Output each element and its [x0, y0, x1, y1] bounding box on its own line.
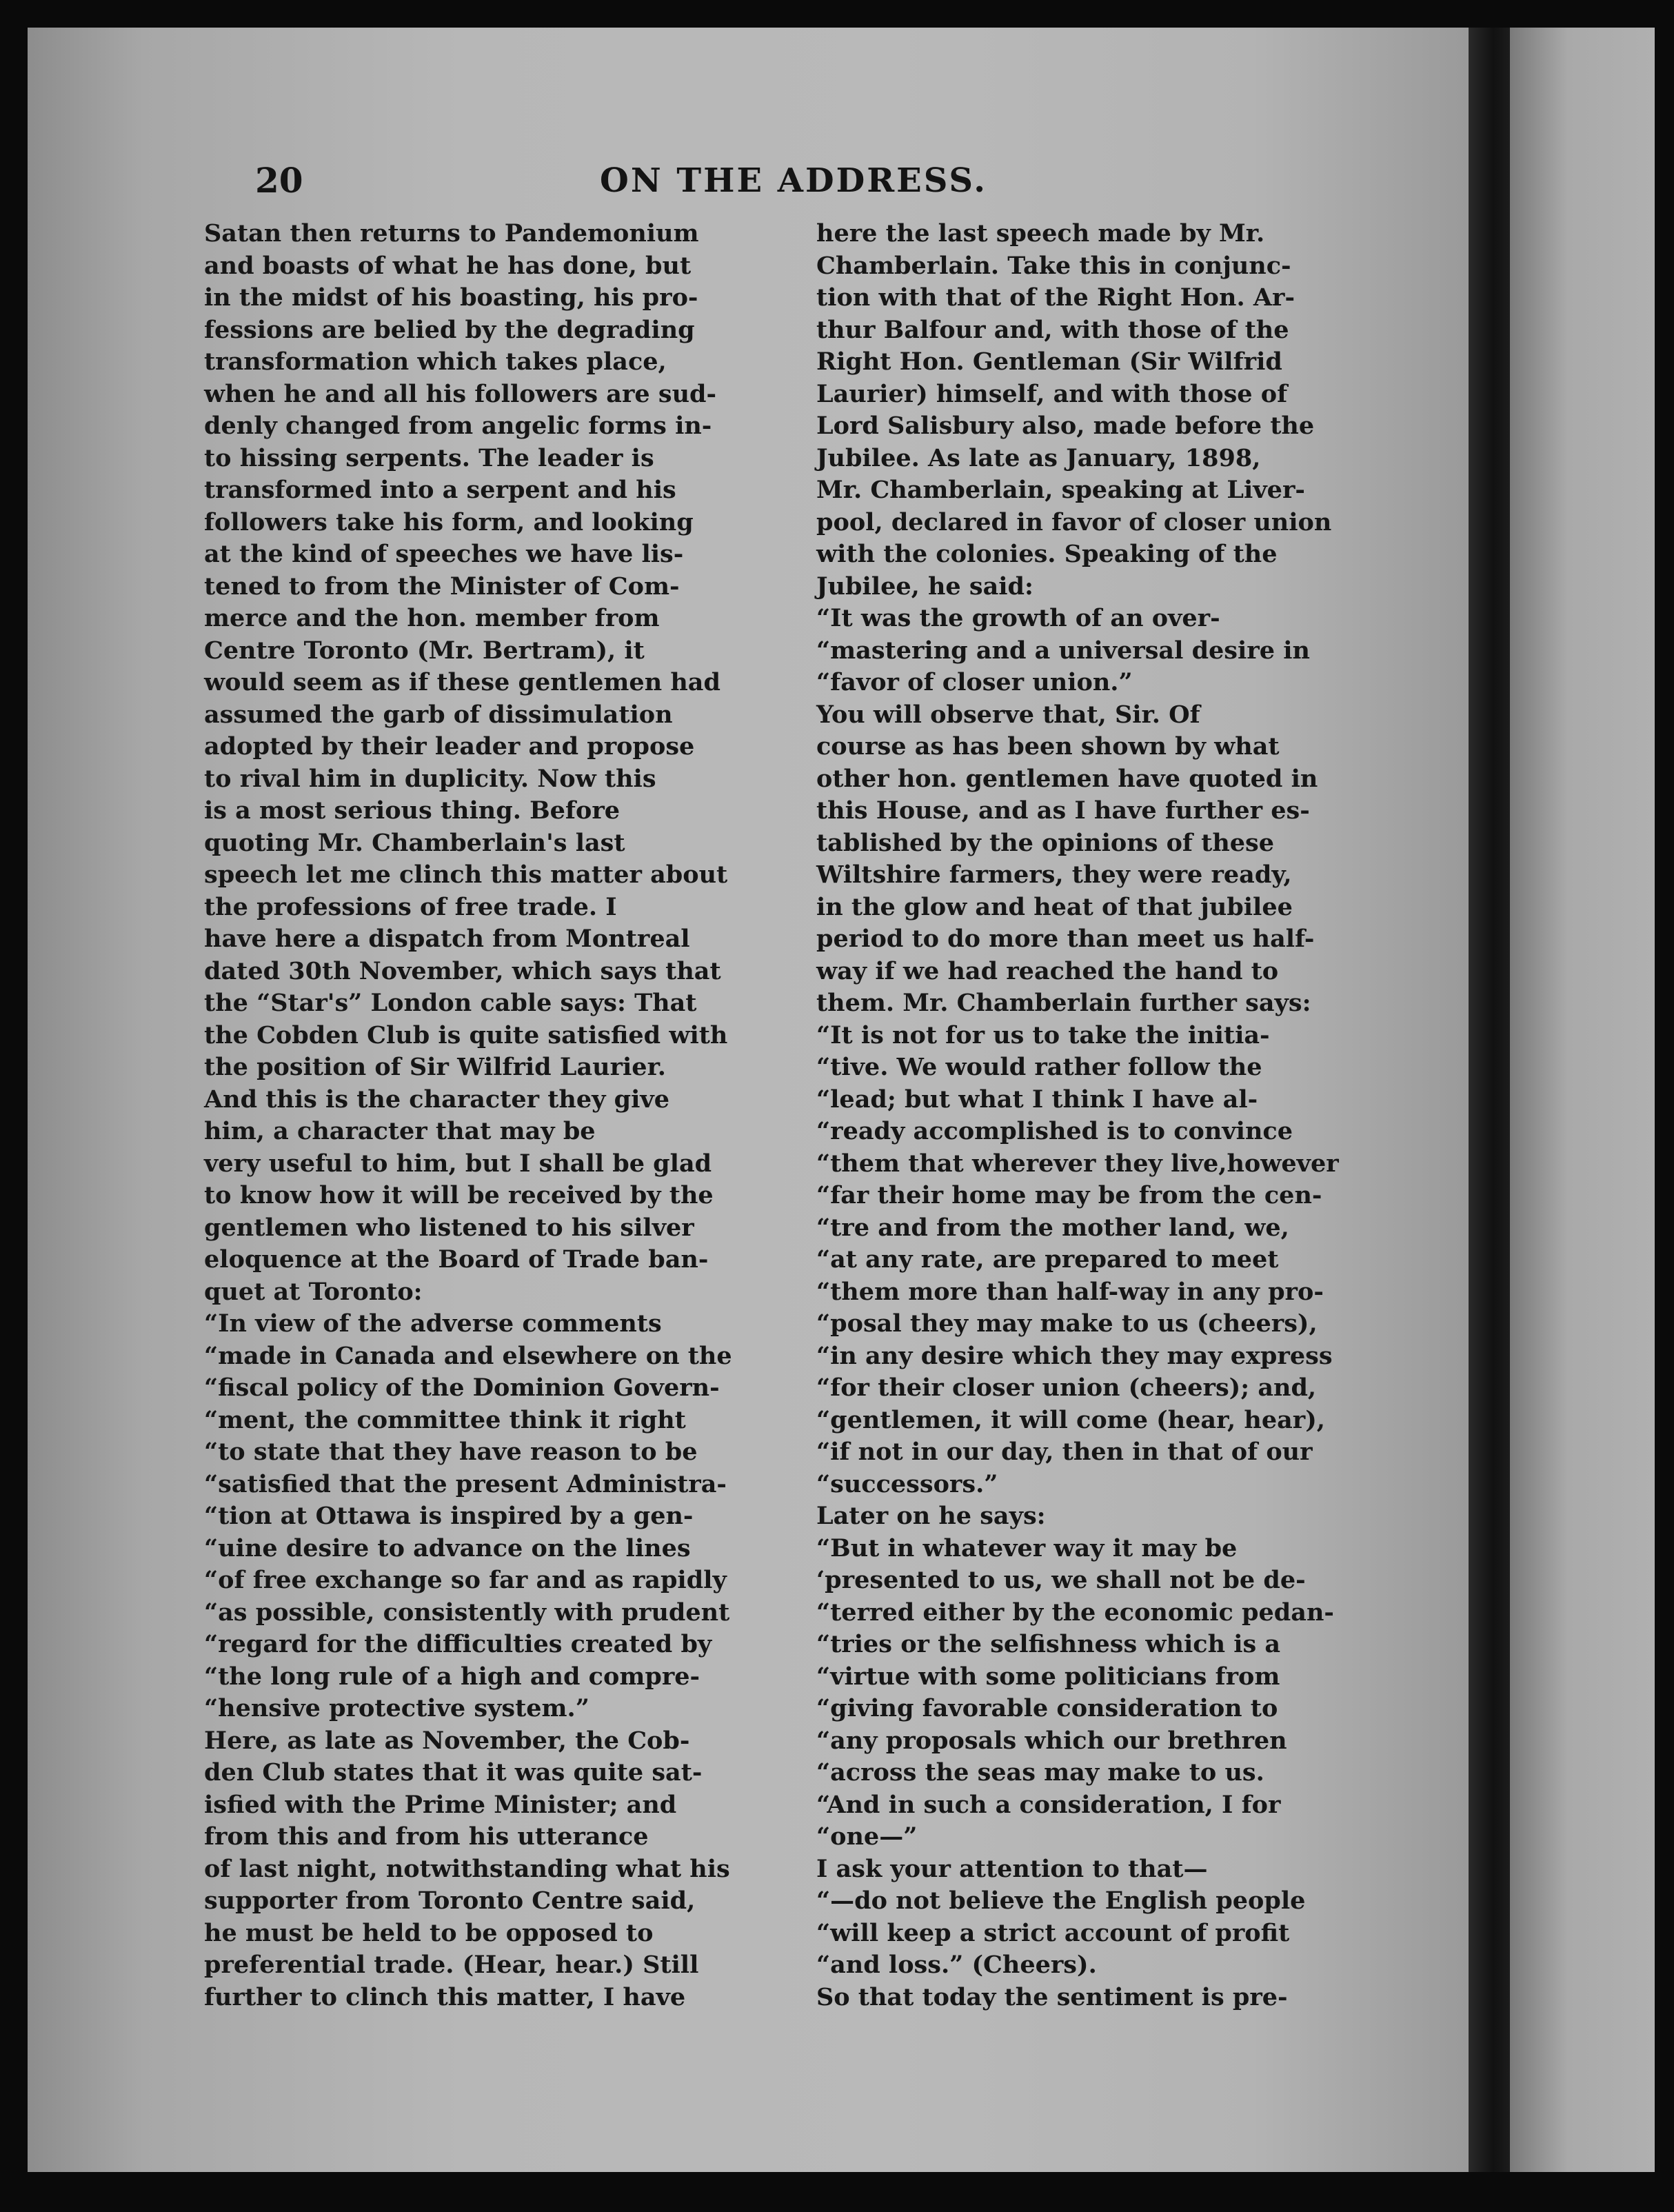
text-line: Right Hon. Gentleman (Sir Wilfrid	[816, 348, 1282, 376]
text-line: “And in such a consideration, I for	[816, 1790, 1281, 1819]
text-line: supporter from Toronto Centre said,	[204, 1887, 696, 1915]
text-line: very useful to him, but I shall be glad	[204, 1149, 712, 1178]
text-line: have here a dispatch from Montreal	[204, 925, 690, 953]
text-line: “tre and from the mother land, we,	[816, 1213, 1289, 1242]
text-line: “giving favorable consideration to	[816, 1694, 1278, 1722]
text-line: tion with that of the Right Hon. Ar-	[816, 283, 1295, 312]
text-line: in the glow and heat of that jubilee	[816, 892, 1293, 921]
text-line: tened to from the Minister of Com-	[204, 572, 680, 601]
text-line: “successors.”	[816, 1469, 998, 1498]
text-line: Lord Salisbury also, made before the	[816, 412, 1315, 440]
left-column	[204, 218, 776, 2013]
text-line: “ment, the committee think it right	[204, 1405, 686, 1434]
text-line: “as possible, consistently with prudent	[204, 1598, 730, 1627]
text-line: Centre Toronto (Mr. Bertram), it	[204, 636, 645, 665]
text-line: “tries or the selfishness which is a	[816, 1630, 1281, 1658]
text-line: “fiscal policy of the Dominion Govern-	[204, 1374, 720, 1402]
text-line: ‘presented to us, we shall not be de-	[816, 1566, 1306, 1594]
text-line: would seem as if these gentlemen had	[204, 668, 720, 696]
text-line: “hensive protective system.”	[204, 1694, 589, 1722]
text-line: den Club states that it was quite sat-	[204, 1758, 703, 1787]
text-line: way if we had reached the hand to	[816, 956, 1279, 985]
text-line: thur Balfour and, with those of the	[816, 315, 1289, 344]
text-line: to know how it will be received by the	[204, 1181, 714, 1209]
text-line: other hon. gentlemen have quoted in	[816, 764, 1318, 793]
text-line: “regard for the difficulties created by	[204, 1630, 712, 1658]
text-line: “satisfied that the present Administra-	[204, 1469, 727, 1498]
text-line: this House, and as I have further es-	[816, 796, 1310, 825]
text-line: “uine desire to advance on the lines	[204, 1534, 691, 1562]
text-line: Jubilee. As late as January, 1898,	[816, 443, 1261, 472]
text-line: fessions are belied by the degrading	[204, 315, 695, 344]
text-line: speech let me clinch this matter about	[204, 861, 728, 889]
text-line: “and loss.” (Cheers).	[816, 1951, 1097, 1979]
text-line: Chamberlain. Take this in conjunc-	[816, 251, 1291, 280]
text-line: “lead; but what I think I have al-	[816, 1085, 1258, 1114]
text-line: isfied with the Prime Minister; and	[204, 1790, 677, 1819]
adjacent-page-edge	[1510, 28, 1655, 2172]
text-line: denly changed from angelic forms in-	[204, 412, 712, 440]
text-line: “posal they may make to us (cheers),	[816, 1309, 1318, 1338]
text-line: “made in Canada and elsewhere on the	[204, 1341, 732, 1370]
text-line: tablished by the opinions of these	[816, 828, 1275, 857]
text-line: gentlemen who listened to his silver	[204, 1213, 694, 1242]
text-line: course as has been shown by what	[816, 732, 1280, 761]
text-line: Mr. Chamberlain, speaking at Liver-	[816, 476, 1305, 504]
text-line: “It was the growth of an over-	[816, 604, 1220, 632]
page-header	[255, 160, 1427, 208]
text-line: period to do more than meet us half-	[816, 925, 1315, 953]
text-line: Satan then returns to Pandemonium	[204, 219, 699, 248]
text-line: the “Star's” London cable says: That	[204, 989, 697, 1017]
text-line: “will keep a strict account of profit	[816, 1918, 1290, 1947]
text-line: “—do not believe the English people	[816, 1887, 1306, 1915]
text-line: assumed the garb of dissimulation	[204, 700, 673, 729]
text-line: to hissing serpents. The leader is	[204, 443, 654, 472]
text-line: the professions of free trade. I	[204, 892, 617, 921]
right-column	[816, 218, 1395, 2013]
text-line: and boasts of what he has done, but	[204, 251, 692, 280]
text-line: at the kind of speeches we have lis-	[204, 540, 684, 568]
text-line: “tion at Ottawa is inspired by a gen-	[204, 1502, 694, 1530]
text-line: Laurier) himself, and with those of	[816, 379, 1288, 408]
text-line: in the midst of his boasting, his pro-	[204, 283, 698, 312]
text-line: further to clinch this matter, I have	[204, 1982, 686, 2011]
text-line: he must be held to be opposed to	[204, 1918, 654, 1947]
text-line: Jubilee, he said:	[816, 572, 1033, 601]
text-line: “of free exchange so far and as rapidly	[204, 1566, 727, 1594]
text-line: “for their closer union (cheers); and,	[816, 1374, 1317, 1402]
running-title: ON THE ADDRESS.	[600, 161, 988, 200]
text-line: “one—”	[816, 1822, 918, 1851]
text-line: “at any rate, are prepared to meet	[816, 1245, 1279, 1274]
text-line: dated 30th November, which says that	[204, 956, 721, 985]
text-line: quoting Mr. Chamberlain's last	[204, 828, 625, 857]
text-line: him, a character that may be	[204, 1117, 596, 1145]
text-line: when he and all his followers are sud-	[204, 379, 717, 408]
text-line: I ask your attention to that—	[816, 1854, 1208, 1883]
text-line: pool, declared in favor of closer union	[816, 507, 1332, 536]
text-line: “gentlemen, it will come (hear, hear),	[816, 1405, 1325, 1434]
text-line: the Cobden Club is quite satisfied with	[204, 1020, 728, 1049]
text-line: “But in whatever way it may be	[816, 1534, 1238, 1562]
text-line: And this is the character they give	[204, 1085, 670, 1114]
text-line: from this and from his utterance	[204, 1822, 649, 1851]
text-line: “the long rule of a high and compre-	[204, 1662, 700, 1691]
text-line: “to state that they have reason to be	[204, 1438, 698, 1466]
text-line: eloquence at the Board of Trade ban-	[204, 1245, 709, 1274]
text-line: of last night, notwithstanding what his	[204, 1854, 730, 1883]
text-line: “In view of the adverse comments	[204, 1309, 662, 1338]
text-line: “It is not for us to take the initia-	[816, 1020, 1270, 1049]
text-line: “tive. We would rather follow the	[816, 1053, 1262, 1081]
text-line: “far their home may be from the cen-	[816, 1181, 1322, 1209]
text-line: followers take his form, and looking	[204, 507, 694, 536]
text-line: preferential trade. (Hear, hear.) Still	[204, 1951, 699, 1979]
text-line: “across the seas may make to us.	[816, 1758, 1264, 1787]
text-line: “any proposals which our brethren	[816, 1726, 1287, 1755]
text-line: quet at Toronto:	[204, 1277, 423, 1306]
text-line: Wiltshire farmers, they were ready,	[816, 861, 1292, 889]
text-line: adopted by their leader and propose	[204, 732, 695, 761]
text-line: So that today the sentiment is pre-	[816, 1982, 1288, 2011]
text-line: “favor of closer union.”	[816, 668, 1133, 696]
text-line: to rival him in duplicity. Now this	[204, 764, 656, 793]
text-line: Later on he says:	[816, 1502, 1046, 1530]
text-line: is a most serious thing. Before	[204, 796, 621, 825]
text-line: them. Mr. Chamberlain further says:	[816, 989, 1311, 1017]
page-number: 20	[255, 160, 303, 201]
text-line: Here, as late as November, the Cob-	[204, 1726, 690, 1755]
text-line: “in any desire which they may express	[816, 1341, 1333, 1370]
text-line: “mastering and a universal desire in	[816, 636, 1310, 665]
text-line: merce and the hon. member from	[204, 604, 660, 632]
text-line: “them that wherever they live,however	[816, 1149, 1339, 1178]
text-line: “terred either by the economic pedan-	[816, 1598, 1334, 1627]
text-line: “if not in our day, then in that of our	[816, 1438, 1313, 1466]
text-line: “virtue with some politicians from	[816, 1662, 1280, 1691]
text-line: with the colonies. Speaking of the	[816, 540, 1278, 568]
text-line: transformation which takes place,	[204, 348, 667, 376]
text-line: transformed into a serpent and his	[204, 476, 676, 504]
text-line: “ready accomplished is to convince	[816, 1117, 1293, 1145]
text-line: You will observe that, Sir. Of	[816, 700, 1200, 729]
text-line: the position of Sir Wilfrid Laurier.	[204, 1053, 666, 1081]
book-gutter	[1469, 28, 1510, 2172]
text-line: “them more than half-way in any pro-	[816, 1277, 1324, 1306]
text-line: here the last speech made by Mr.	[816, 219, 1265, 248]
